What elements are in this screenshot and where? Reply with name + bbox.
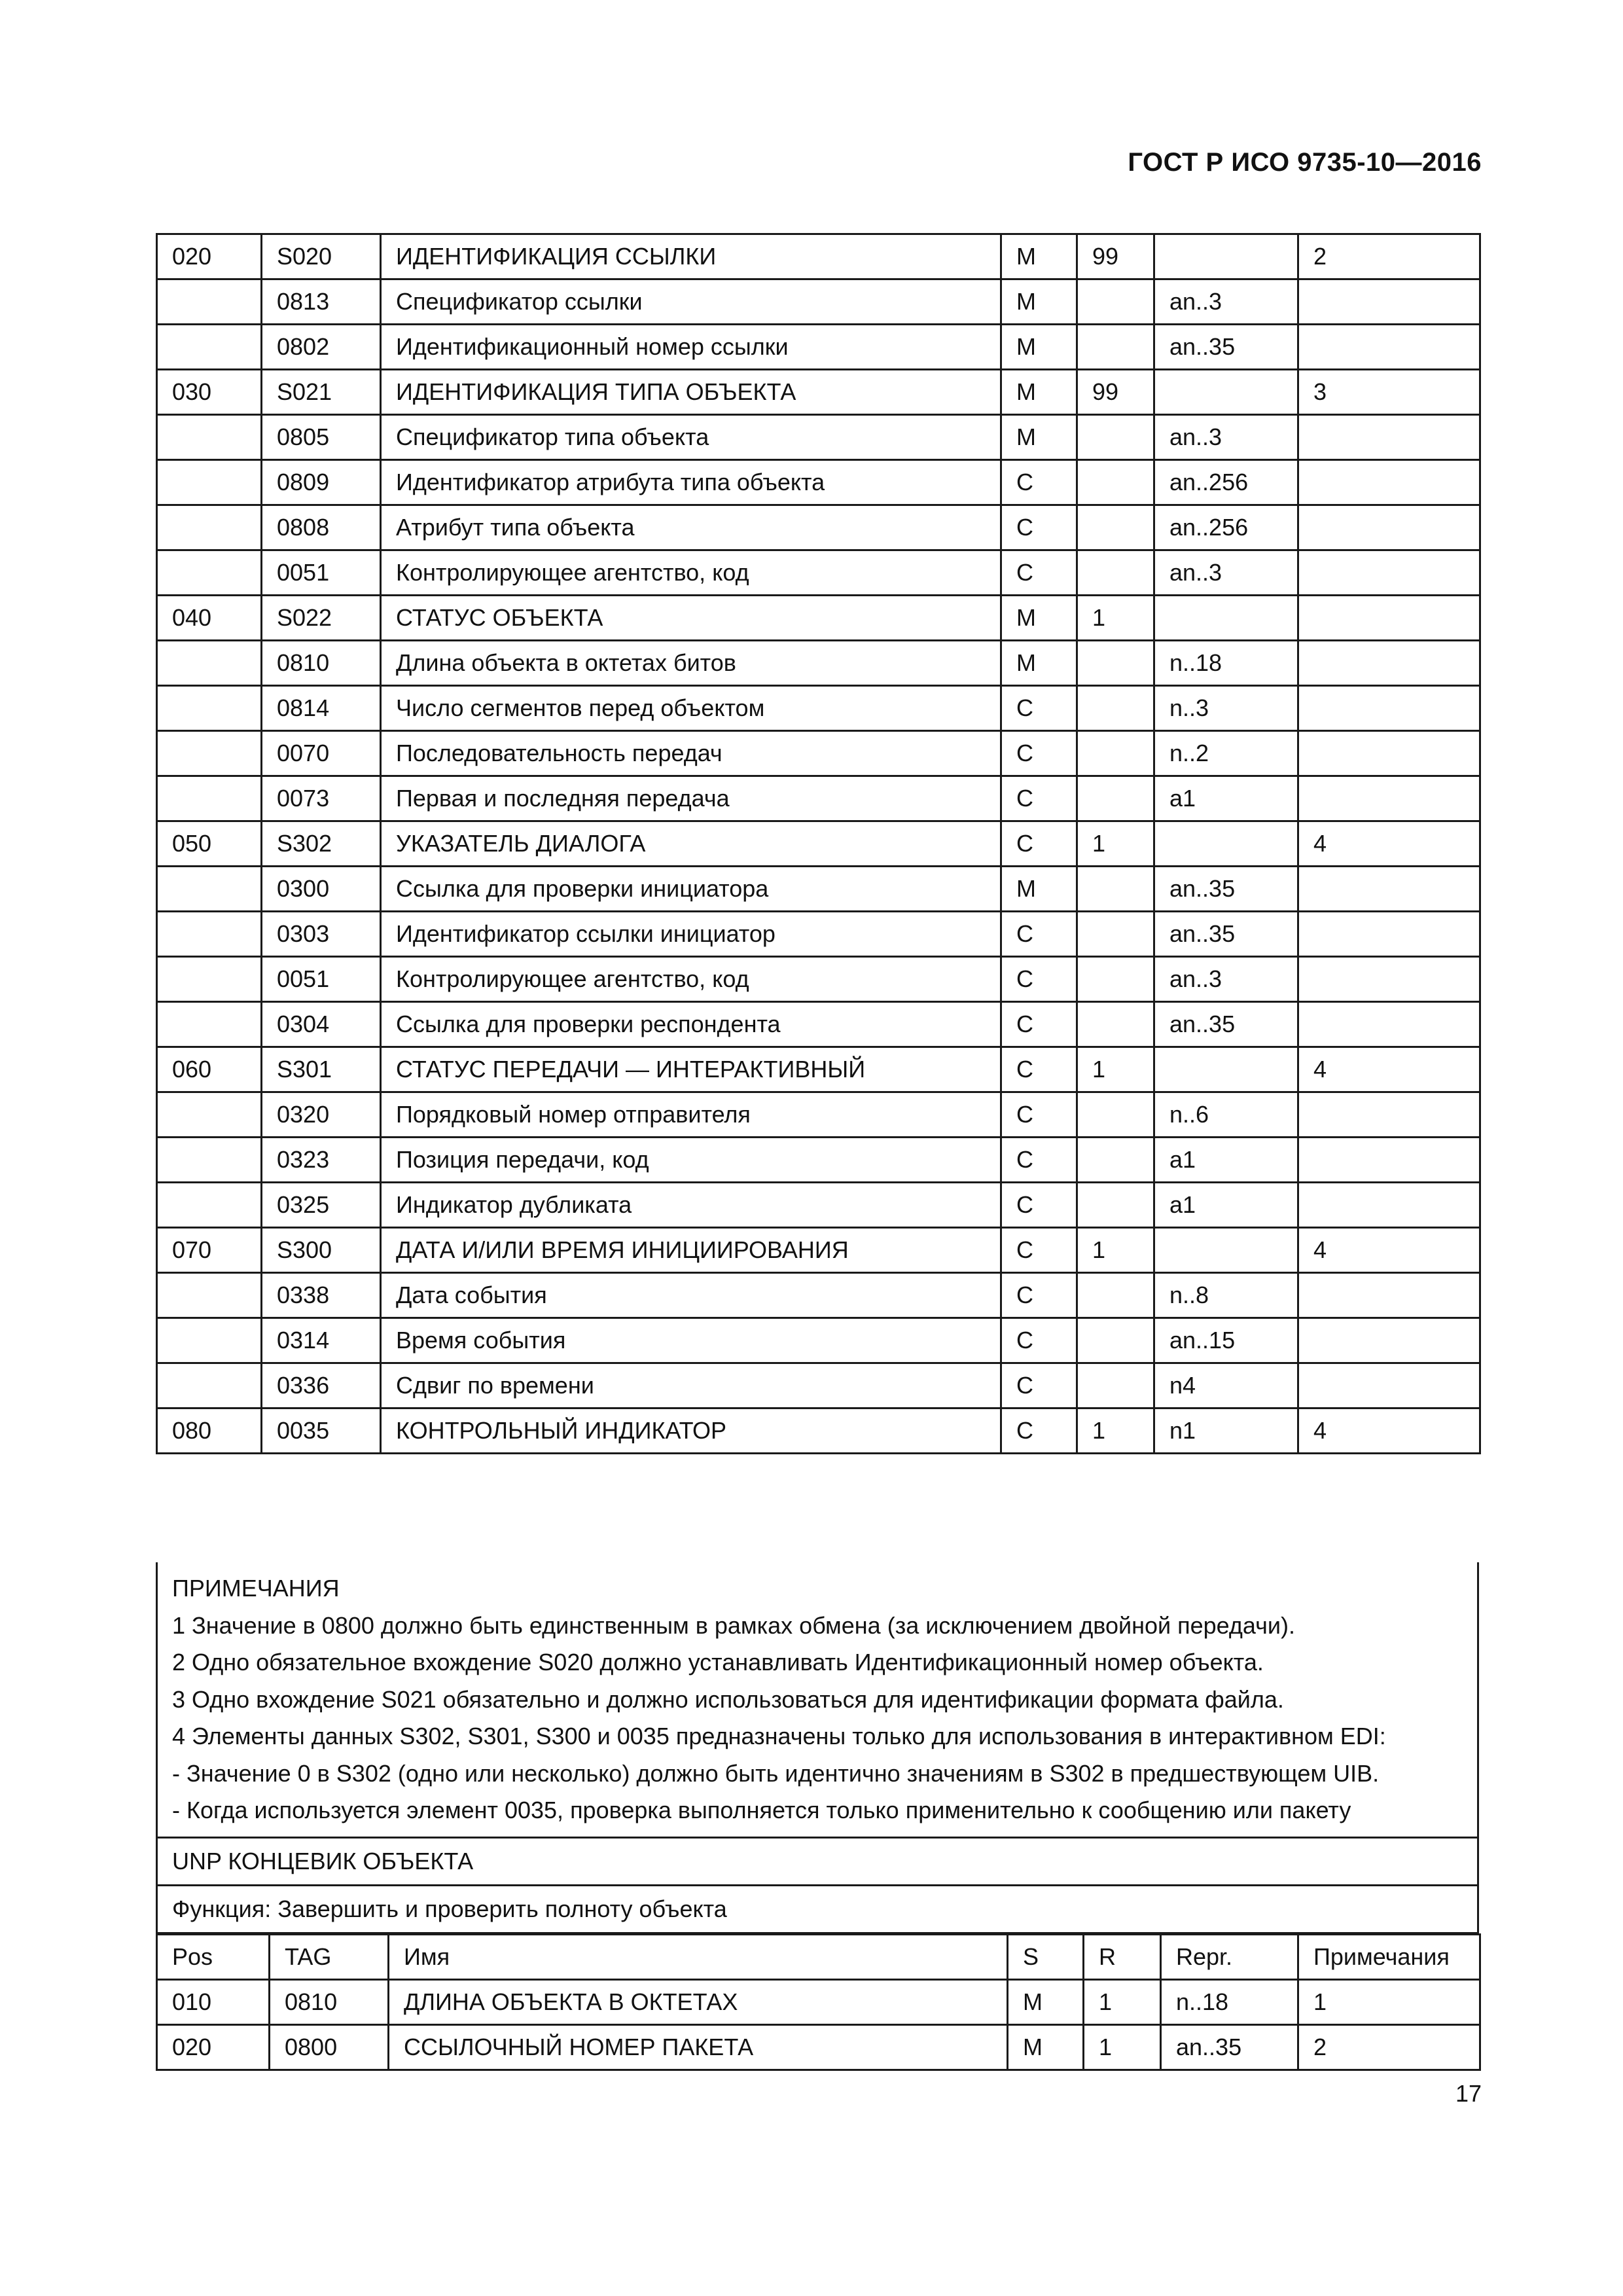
table-cell: 0051 — [262, 550, 381, 596]
table-cell — [1298, 867, 1480, 912]
table-row — [157, 912, 1480, 957]
table-cell: 0051 — [262, 957, 381, 1002]
notes-heading: ПРИМЕЧАНИЯ — [172, 1575, 340, 1602]
table-cell — [157, 1183, 262, 1228]
table-cell: 0035 — [262, 1408, 381, 1454]
table-cell: C — [1001, 460, 1077, 505]
column-header: R — [1084, 1935, 1161, 1980]
table-cell — [1298, 1138, 1480, 1183]
table-cell — [1077, 776, 1154, 821]
table-cell — [1077, 912, 1154, 957]
table-cell — [157, 1138, 262, 1183]
table-cell: Идентификатор атрибута типа объекта — [381, 460, 1001, 505]
table-cell: M — [1001, 596, 1077, 641]
table-cell: 1 — [1077, 596, 1154, 641]
column-header: S — [1008, 1935, 1084, 1980]
table-cell: 4 — [1298, 1228, 1480, 1273]
table-cell — [1298, 1318, 1480, 1363]
table-cell — [157, 731, 262, 776]
note-line: 3 Одно вхождение S021 обязательно и должно использоваться для идентификации формата файла. — [172, 1685, 1284, 1713]
table-cell: M — [1001, 234, 1077, 279]
table-cell: C — [1001, 1047, 1077, 1092]
table-row — [157, 460, 1480, 505]
table-row — [157, 1980, 1480, 2025]
column-header: Pos — [157, 1935, 270, 1980]
table-cell: M — [1001, 325, 1077, 370]
table-cell: 3 — [1298, 370, 1480, 415]
table-row — [157, 1138, 1480, 1183]
table-cell: C — [1001, 821, 1077, 867]
table-cell — [157, 686, 262, 731]
table-cell: 0070 — [262, 731, 381, 776]
table-cell: C — [1001, 957, 1077, 1002]
table-cell: S020 — [262, 234, 381, 279]
table-row — [157, 279, 1480, 325]
note-line: - Когда используется элемент 0035, проверка выполняется только применительно к сообщению или пакету — [172, 1797, 1351, 1823]
table-cell: Спецификатор ссылки — [381, 279, 1001, 325]
table-cell: Атрибут типа объекта — [381, 505, 1001, 550]
table-cell: ДЛИНА ОБЪЕКТА В ОКТЕТАХ — [389, 1980, 1008, 2025]
table-cell: a1 — [1154, 1138, 1298, 1183]
table-cell: 0810 — [262, 641, 381, 686]
table-cell: 0303 — [262, 912, 381, 957]
table-cell: 0805 — [262, 415, 381, 460]
table-cell — [157, 1273, 262, 1318]
column-header: Repr. — [1161, 1935, 1298, 1980]
table-cell: 0325 — [262, 1183, 381, 1228]
table-cell: an..35 — [1154, 867, 1298, 912]
table-cell: 4 — [1298, 1408, 1480, 1454]
table-cell — [1077, 279, 1154, 325]
table-cell: 010 — [157, 1980, 270, 2025]
table-cell: 99 — [1077, 370, 1154, 415]
note-line: 1 Значение в 0800 должно быть единственным в рамках обмена (за исключением двойной передачи). — [172, 1611, 1295, 1639]
table-cell: 050 — [157, 821, 262, 867]
table-cell: Число сегментов перед объектом — [381, 686, 1001, 731]
table-cell: an..256 — [1154, 505, 1298, 550]
table-cell — [157, 776, 262, 821]
table-cell — [157, 641, 262, 686]
table-row — [157, 776, 1480, 821]
table-cell: 99 — [1077, 234, 1154, 279]
table-cell — [1298, 957, 1480, 1002]
table-row — [157, 957, 1480, 1002]
table-cell — [1077, 686, 1154, 731]
table-cell — [1077, 325, 1154, 370]
table-cell — [1077, 1183, 1154, 1228]
table-cell: 1 — [1084, 1980, 1161, 2025]
table-cell: ИДЕНТИФИКАЦИЯ ТИПА ОБЪЕКТА — [381, 370, 1001, 415]
table-row — [157, 1002, 1480, 1047]
table-cell — [1077, 731, 1154, 776]
table-cell: C — [1001, 1363, 1077, 1408]
table-cell: an..256 — [1154, 460, 1298, 505]
table-cell: Ссылка для проверки инициатора — [381, 867, 1001, 912]
table-cell: Время события — [381, 1318, 1001, 1363]
table-cell — [157, 505, 262, 550]
table-cell — [1298, 1363, 1480, 1408]
table-cell: Ссылка для проверки респондента — [381, 1002, 1001, 1047]
unp-segment-title: UNP КОНЦЕВИК ОБЪЕКТА — [156, 1837, 1479, 1886]
table-cell: 0802 — [262, 325, 381, 370]
table-cell — [157, 550, 262, 596]
table-cell — [1154, 1228, 1298, 1273]
table-cell: 040 — [157, 596, 262, 641]
table-cell: 0808 — [262, 505, 381, 550]
table-cell: C — [1001, 550, 1077, 596]
table-row — [157, 686, 1480, 731]
table-cell: an..35 — [1154, 1002, 1298, 1047]
unp-table — [156, 1933, 1481, 2071]
table-cell: C — [1001, 731, 1077, 776]
table-row — [157, 1183, 1480, 1228]
table-cell — [157, 1002, 262, 1047]
table-cell: S300 — [262, 1228, 381, 1273]
column-header: TAG — [270, 1935, 389, 1980]
table-cell: Идентификационный номер ссылки — [381, 325, 1001, 370]
table-cell: C — [1001, 912, 1077, 957]
table-cell: M — [1001, 370, 1077, 415]
table-cell — [1154, 234, 1298, 279]
table-cell — [157, 415, 262, 460]
table-cell: a1 — [1154, 776, 1298, 821]
table-cell: 0809 — [262, 460, 381, 505]
segment-table — [156, 233, 1481, 1454]
table-cell: C — [1001, 1138, 1077, 1183]
table-cell — [1298, 550, 1480, 596]
unp-table-header-row — [157, 1935, 1480, 1980]
table-cell: Дата события — [381, 1273, 1001, 1318]
table-cell: 2 — [1298, 234, 1480, 279]
table-cell: M — [1001, 415, 1077, 460]
table-cell: СТАТУС ОБЪЕКТА — [381, 596, 1001, 641]
table-cell: 4 — [1298, 1047, 1480, 1092]
table-cell: M — [1001, 641, 1077, 686]
table-row — [157, 641, 1480, 686]
table-row — [157, 1363, 1480, 1408]
table-cell — [1077, 1318, 1154, 1363]
table-cell: n1 — [1154, 1408, 1298, 1454]
table-cell: 1 — [1077, 1228, 1154, 1273]
table-row — [157, 234, 1480, 279]
table-cell: УКАЗАТЕЛЬ ДИАЛОГА — [381, 821, 1001, 867]
table-cell — [1298, 1273, 1480, 1318]
table-cell: 0320 — [262, 1092, 381, 1138]
table-cell — [157, 1318, 262, 1363]
table-cell — [1077, 415, 1154, 460]
table-cell — [1298, 731, 1480, 776]
note-line: 4 Элементы данных S302, S301, S300 и 0035 предназначены только для использования в интерактивном EDI: — [172, 1723, 1386, 1749]
table-cell — [157, 460, 262, 505]
table-cell: n..6 — [1154, 1092, 1298, 1138]
table-cell: 020 — [157, 2025, 270, 2070]
table-row — [157, 821, 1480, 867]
table-cell: ДАТА И/ИЛИ ВРЕМЯ ИНИЦИИРОВАНИЯ — [381, 1228, 1001, 1273]
table-cell — [157, 912, 262, 957]
column-header: Примечания — [1298, 1935, 1480, 1980]
table-cell: 0304 — [262, 1002, 381, 1047]
table-row — [157, 1318, 1480, 1363]
table-cell — [1077, 550, 1154, 596]
table-cell: 2 — [1298, 2025, 1480, 2070]
table-cell: Позиция передачи, код — [381, 1138, 1001, 1183]
note-line: 2 Одно обязательное вхождение S020 должно устанавливать Идентификационный номер объекта. — [172, 1649, 1264, 1676]
table-cell: M — [1008, 1980, 1084, 2025]
table-cell — [157, 867, 262, 912]
table-cell: S022 — [262, 596, 381, 641]
table-cell: Длина объекта в октетах битов — [381, 641, 1001, 686]
table-cell: Порядковый номер отправителя — [381, 1092, 1001, 1138]
table-cell: an..3 — [1154, 415, 1298, 460]
table-cell: Контролирующее агентство, код — [381, 957, 1001, 1002]
table-cell: S301 — [262, 1047, 381, 1092]
table-cell: C — [1001, 686, 1077, 731]
table-cell: 1 — [1077, 1047, 1154, 1092]
note-line: - Значение 0 в S302 (одно или несколько) должно быть идентично значениям в S302 в предшествующем UIB. — [172, 1759, 1380, 1787]
table-cell: an..3 — [1154, 279, 1298, 325]
table-row — [157, 1047, 1480, 1092]
table-row — [157, 2025, 1480, 2070]
table-cell: a1 — [1154, 1183, 1298, 1228]
table-cell: ИДЕНТИФИКАЦИЯ ССЫЛКИ — [381, 234, 1001, 279]
table-cell — [1077, 1138, 1154, 1183]
table-cell: 030 — [157, 370, 262, 415]
table-cell: 0323 — [262, 1138, 381, 1183]
table-cell: an..3 — [1154, 550, 1298, 596]
table-cell: 1 — [1084, 2025, 1161, 2070]
table-cell — [1298, 460, 1480, 505]
table-cell — [157, 1092, 262, 1138]
table-cell: 0813 — [262, 279, 381, 325]
table-cell — [1077, 957, 1154, 1002]
table-cell — [157, 325, 262, 370]
table-cell — [1298, 279, 1480, 325]
table-cell: 070 — [157, 1228, 262, 1273]
table-cell: an..35 — [1161, 2025, 1298, 2070]
notes-block — [156, 1562, 1479, 1837]
table-cell — [1154, 1047, 1298, 1092]
table-row — [157, 867, 1480, 912]
unp-function-text: Функция: Завершить и проверить полноту объекта — [156, 1884, 1479, 1934]
table-cell: 0814 — [262, 686, 381, 731]
table-cell: M — [1001, 867, 1077, 912]
table-cell — [1298, 1092, 1480, 1138]
table-cell: C — [1001, 505, 1077, 550]
table-cell: 060 — [157, 1047, 262, 1092]
table-row — [157, 1408, 1480, 1454]
table-cell — [1298, 776, 1480, 821]
table-cell — [1077, 460, 1154, 505]
table-cell: n..2 — [1154, 731, 1298, 776]
table-cell: C — [1001, 1002, 1077, 1047]
table-cell: 4 — [1298, 821, 1480, 867]
table-cell: 0336 — [262, 1363, 381, 1408]
table-cell: Спецификатор типа объекта — [381, 415, 1001, 460]
table-cell: 0800 — [270, 2025, 389, 2070]
table-cell: C — [1001, 1318, 1077, 1363]
table-cell: 1 — [1298, 1980, 1480, 2025]
table-cell: Индикатор дубликата — [381, 1183, 1001, 1228]
table-cell: n..8 — [1154, 1273, 1298, 1318]
table-cell: n..3 — [1154, 686, 1298, 731]
table-cell — [157, 1363, 262, 1408]
document-header: ГОСТ Р ИСО 9735-10—2016 — [1128, 148, 1482, 177]
table-cell — [1077, 1273, 1154, 1318]
table-cell: Последовательность передач — [381, 731, 1001, 776]
table-cell: ССЫЛОЧНЫЙ НОМЕР ПАКЕТА — [389, 2025, 1008, 2070]
table-cell: M — [1001, 279, 1077, 325]
table-cell: 1 — [1077, 821, 1154, 867]
table-cell: 0338 — [262, 1273, 381, 1318]
table-cell — [1154, 370, 1298, 415]
table-cell: 0073 — [262, 776, 381, 821]
table-cell — [1298, 1002, 1480, 1047]
table-row — [157, 550, 1480, 596]
table-cell: C — [1001, 1273, 1077, 1318]
table-row — [157, 731, 1480, 776]
table-cell: S302 — [262, 821, 381, 867]
table-cell: 0300 — [262, 867, 381, 912]
table-cell: an..15 — [1154, 1318, 1298, 1363]
table-cell — [1298, 505, 1480, 550]
table-cell: C — [1001, 1228, 1077, 1273]
table-cell: an..35 — [1154, 912, 1298, 957]
table-cell — [1298, 415, 1480, 460]
table-row — [157, 596, 1480, 641]
table-cell — [1077, 867, 1154, 912]
table-cell: Идентификатор ссылки инициатор — [381, 912, 1001, 957]
table-cell — [1077, 1092, 1154, 1138]
table-cell — [1298, 686, 1480, 731]
table-cell — [1154, 596, 1298, 641]
table-cell — [1077, 505, 1154, 550]
table-cell: СТАТУС ПЕРЕДАЧИ — ИНТЕРАКТИВНЫЙ — [381, 1047, 1001, 1092]
table-row — [157, 1273, 1480, 1318]
table-cell — [157, 957, 262, 1002]
table-cell: C — [1001, 776, 1077, 821]
table-cell: S021 — [262, 370, 381, 415]
table-cell — [1077, 1363, 1154, 1408]
table-cell: an..3 — [1154, 957, 1298, 1002]
table-cell: C — [1001, 1183, 1077, 1228]
table-row — [157, 1092, 1480, 1138]
table-cell: M — [1008, 2025, 1084, 2070]
table-row — [157, 505, 1480, 550]
table-cell — [1298, 596, 1480, 641]
table-cell: n..18 — [1154, 641, 1298, 686]
table-row — [157, 1228, 1480, 1273]
table-cell: Первая и последняя передача — [381, 776, 1001, 821]
table-cell — [157, 279, 262, 325]
table-cell: C — [1001, 1092, 1077, 1138]
table-cell — [1154, 821, 1298, 867]
segment-table-body — [157, 234, 1480, 1454]
table-cell: n..18 — [1161, 1980, 1298, 2025]
table-row — [157, 370, 1480, 415]
table-cell — [1298, 1183, 1480, 1228]
table-cell — [1298, 325, 1480, 370]
table-cell: КОНТРОЛЬНЫЙ ИНДИКАТОР — [381, 1408, 1001, 1454]
page-number: 17 — [1455, 2080, 1482, 2107]
table-cell: C — [1001, 1408, 1077, 1454]
table-row — [157, 325, 1480, 370]
table-cell — [1298, 641, 1480, 686]
table-cell: Сдвиг по времени — [381, 1363, 1001, 1408]
table-cell: 020 — [157, 234, 262, 279]
table-cell — [1077, 641, 1154, 686]
table-cell — [1298, 912, 1480, 957]
table-cell — [1077, 1002, 1154, 1047]
table-cell: 080 — [157, 1408, 262, 1454]
table-row — [157, 415, 1480, 460]
table-cell: n4 — [1154, 1363, 1298, 1408]
table-cell: Контролирующее агентство, код — [381, 550, 1001, 596]
table-cell: 1 — [1077, 1408, 1154, 1454]
table-cell: an..35 — [1154, 325, 1298, 370]
table-cell: 0810 — [270, 1980, 389, 2025]
column-header: Имя — [389, 1935, 1008, 1980]
table-cell: 0314 — [262, 1318, 381, 1363]
